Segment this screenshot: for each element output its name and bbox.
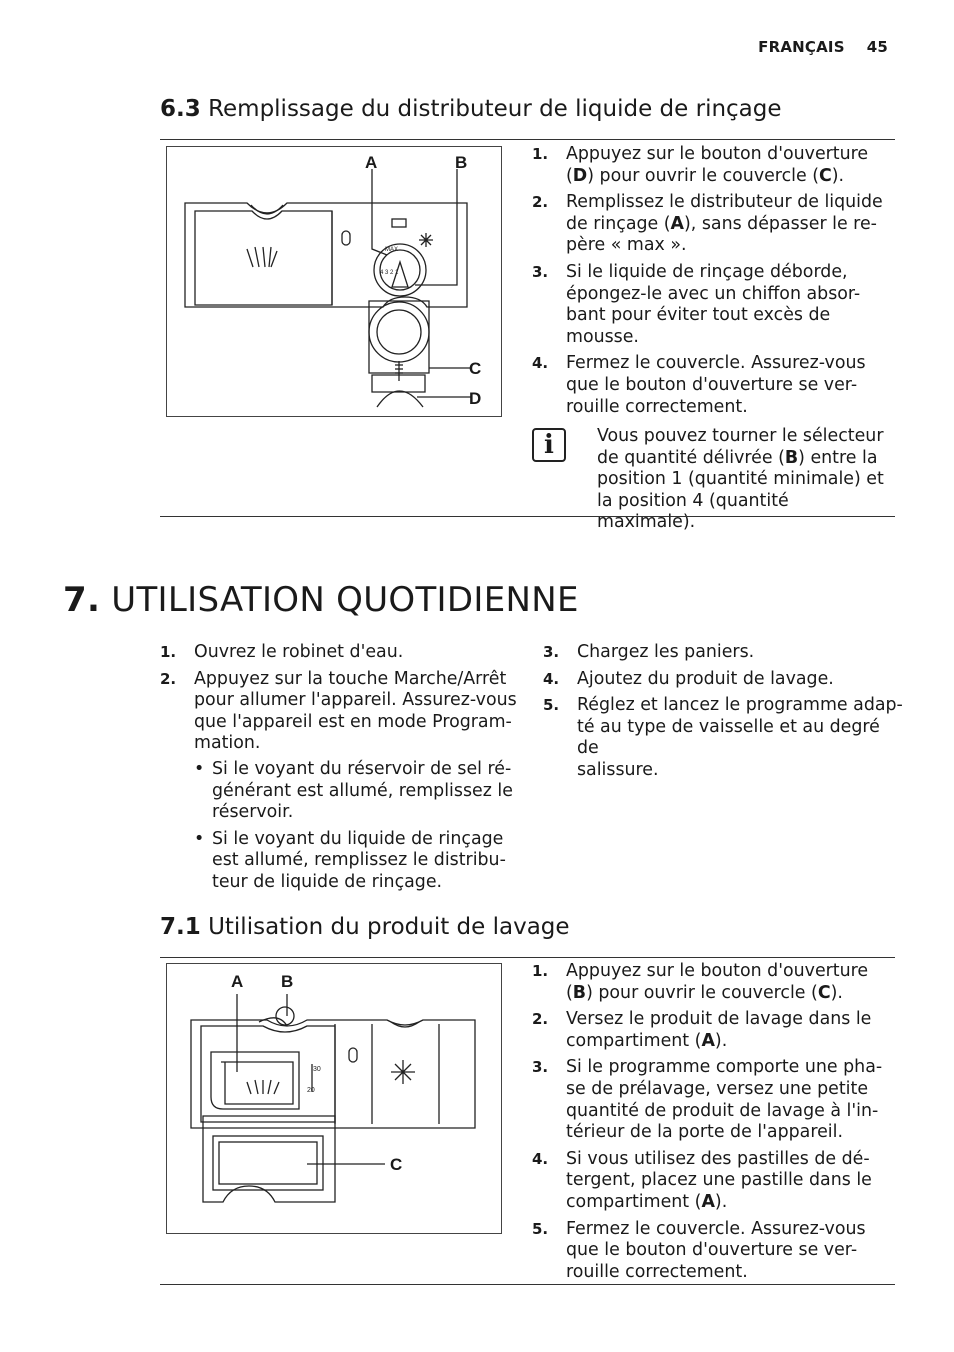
divider: [160, 1284, 895, 1285]
divider: [160, 957, 895, 958]
info-icon: i: [532, 428, 566, 462]
page-header: [758, 38, 888, 56]
bullet-item: • Si le voyant du réservoir de sel ré- générant est allumé, remplissez le réservoir.: [194, 758, 513, 823]
list-item: 2. Appuyez sur la touche Marche/Arrêt pour allumer l'appareil. Assurez-vous que l'appareil est en mode Program- mation. • Si le voyant du réservoir de sel ré- générant est allumé, remplissez le réservoir. • Si le voyant du liquide de rinçage est allumé, remplissez le distribu- teur de liquide de rinçage.: [160, 669, 520, 894]
section-7-1-heading: [160, 914, 570, 940]
bullet-item: • Si le voyant du liquide de rinçage est allumé, remplissez le distribu- teur de liquide de rinçage.: [194, 828, 506, 892]
chapter-title: UTILISATION QUOTIDIENNE: [111, 580, 579, 620]
info-text: Vous pouvez tourner le sélecteur de quantité délivrée (B) entre la position 1 (quantité minimale) et la position 4 (quantité maximale).: [597, 426, 884, 533]
section-6-3-heading: [160, 96, 782, 122]
rinse-aid-dispenser-illustration: [167, 147, 501, 416]
label-d: D: [469, 389, 482, 408]
dose-scale: 4 3 2 1: [380, 270, 399, 276]
list-item: 1. Appuyez sur le bouton d'ouverture (D) pour ouvrir le couvercle (C).: [532, 144, 869, 186]
list-item: 2. Versez le produit de lavage dans le compartiment (A).: [532, 1009, 872, 1051]
section-title: Remplissage du distributeur de liquide de rinçage: [208, 96, 782, 122]
list-item: 4. Fermez le couvercle. Assurez-vous que le bouton d'ouverture se ver- rouille correctement.: [532, 353, 866, 417]
label-c: C: [390, 1155, 403, 1174]
label-c: C: [469, 359, 482, 378]
sub-bullets: [194, 759, 520, 894]
list-item: 4. Ajoutez du produit de lavage.: [543, 668, 834, 689]
rinse-aid-steps: [532, 144, 897, 423]
list-item: 5. Réglez et lancez le programme adap- té au type de vaisselle et au degré de salissure.: [543, 695, 903, 780]
section-title: Utilisation du produit de lavage: [208, 914, 570, 940]
chapter-7-heading: [63, 580, 579, 620]
max-mark: MAX: [385, 247, 399, 253]
list-item: 4. Si vous utilisez des pastilles de dé- tergent, placez une pastille dans le compartiment (A).: [532, 1148, 872, 1212]
divider: [160, 139, 895, 140]
section-number: 6.3: [160, 96, 201, 122]
page-number: 45: [866, 38, 888, 56]
mark-30: 30: [313, 1066, 321, 1073]
daily-use-steps-right: [543, 642, 903, 787]
label-a: A: [365, 153, 378, 172]
rinse-aid-dispenser-figure: [166, 146, 502, 417]
header-section: FRANÇAIS: [758, 38, 845, 56]
list-item: 5. Fermez le couvercle. Assurez-vous que le bouton d'ouverture se ver- rouille correctement.: [532, 1218, 866, 1282]
divider: [160, 516, 895, 517]
list-item: 1. Appuyez sur le bouton d'ouverture (B) pour ouvrir le couvercle (C).: [532, 961, 869, 1003]
list-item: 2. Remplissez le distributeur de liquide de rinçage (A), sans dépasser le re- père « max ».: [532, 192, 883, 256]
detergent-dispenser-illustration: [167, 964, 501, 1233]
daily-use-steps-left: [160, 642, 520, 899]
detergent-steps: [532, 961, 897, 1288]
label-b: B: [455, 153, 468, 172]
mark-20: 20: [307, 1087, 315, 1094]
list-item: 3. Chargez les paniers.: [543, 642, 755, 662]
detergent-dispenser-figure: [166, 963, 502, 1234]
chapter-number: 7.: [63, 580, 101, 620]
list-item: 3. Si le programme comporte une pha- se de prélavage, versez une petite quantité de produit de lavage à l'in- térieur de la porte de l'appareil.: [532, 1057, 883, 1143]
section-number: 7.1: [160, 914, 201, 940]
label-a: A: [231, 972, 244, 991]
list-item: 3. Si le liquide de rinçage déborde, épongez-le avec un chiffon absor- bant pour éviter tout excès de mousse.: [532, 261, 861, 347]
list-item: 1. Ouvrez le robinet d'eau.: [160, 642, 404, 662]
label-b: B: [281, 972, 294, 991]
